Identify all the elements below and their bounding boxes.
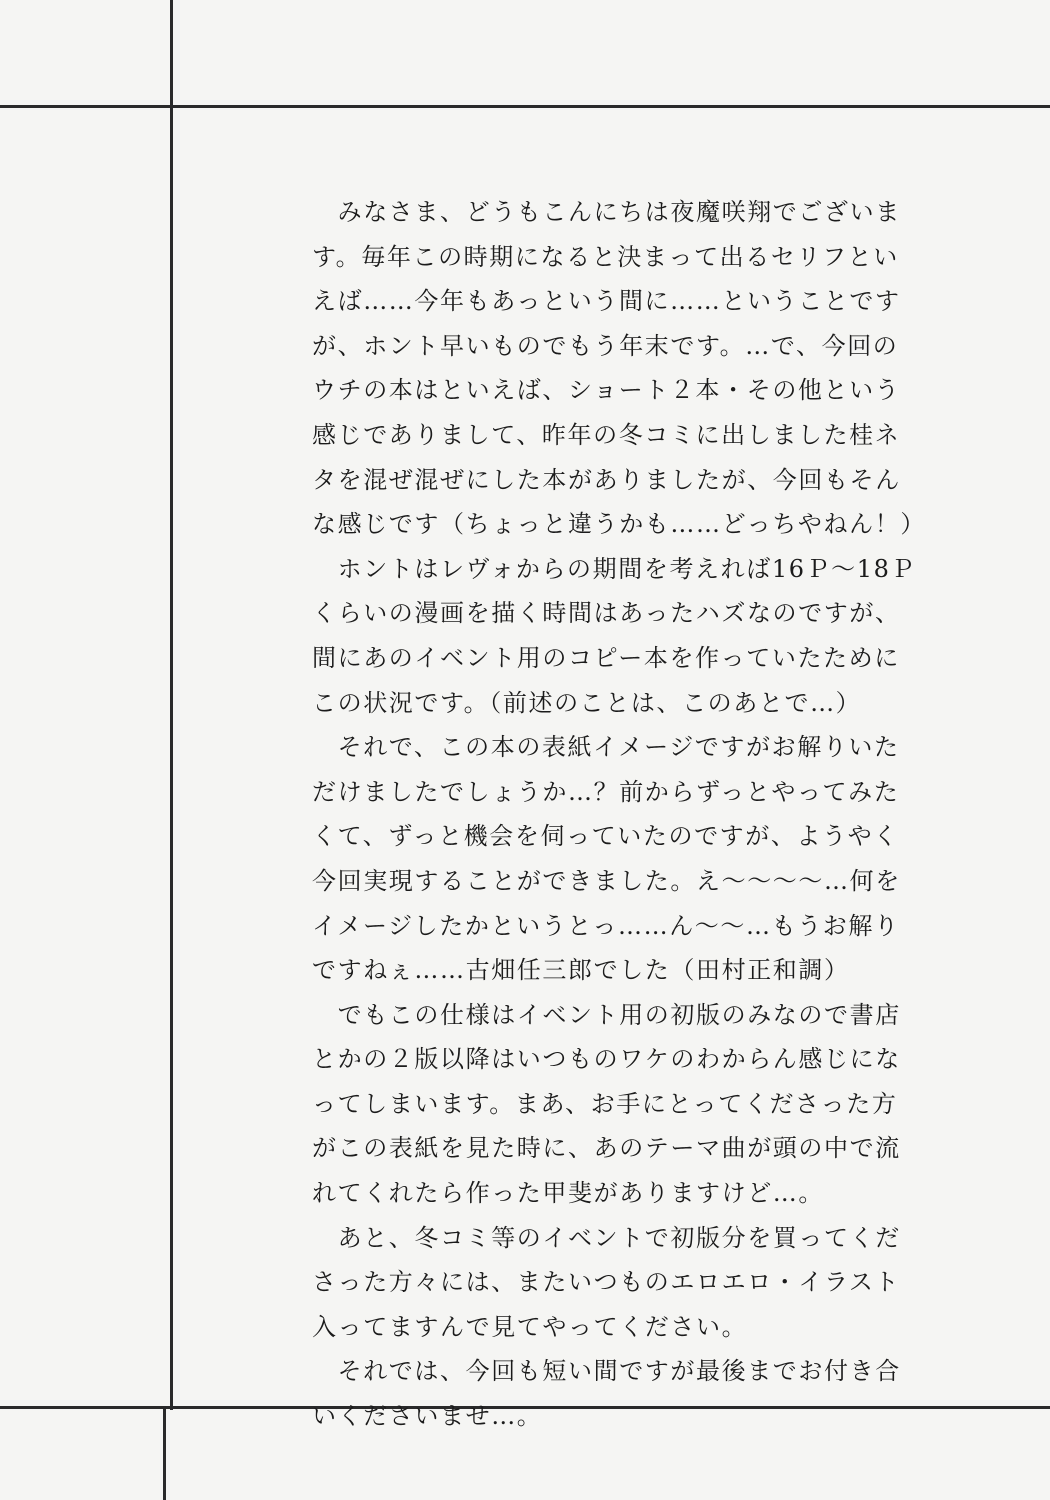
text-line: だけましたでしょうか…？前からずっとやってみた <box>312 777 900 806</box>
text-line: とかの２版以降はいつものワケのわからん感じにな <box>312 1045 901 1074</box>
text-line: がこの表紙を見た時に、あのテーマ曲が頭の中で流 <box>312 1134 901 1163</box>
text-line: みなさま、どうもこんにちは夜魔咲翔でございま <box>312 198 901 226</box>
text-line: 感じでありまして、昨年の冬コミに出しました桂ネ <box>312 420 901 449</box>
text-line: さった方々には、またいつものエロエロ・イラスト <box>312 1268 901 1297</box>
text-line: えば……今年もあっという間に……ということです <box>312 287 901 316</box>
text-line: れてくれたら作った甲斐がありますけど…。 <box>312 1179 824 1208</box>
text-line: ってしまいます。まあ、お手にとってくださった方 <box>312 1089 898 1118</box>
text-line: ウチの本はといえば、ショート２本・その他という <box>312 376 901 405</box>
text-line: くらいの漫画を描く時間はあったハズなのですが、 <box>312 599 901 628</box>
text-line: ホントはレヴォからの期間を考えれば16Ｐ～18Ｐ <box>312 554 917 583</box>
text-line: タを混ぜ混ぜにした本がありましたが、今回もそん <box>312 465 901 494</box>
text-line: す。毎年この時期になると決まって出るセリフとい <box>312 242 899 271</box>
text-line: くて、ずっと機会を伺っていたのですが、ようやく <box>312 822 899 851</box>
text-line: 入ってますんで見てやってください。 <box>312 1312 748 1341</box>
panel-border-vertical-bottom <box>163 1406 166 1500</box>
afterword-text <box>312 190 926 1439</box>
text-line: この状況です。（前述のことは、このあとで…） <box>312 688 862 717</box>
text-line: でもこの仕様はイベント用の初版のみなので書店 <box>312 1000 901 1029</box>
text-line: ですねぇ……古畑任三郎でした（田村正和調） <box>312 956 850 985</box>
text-line: イメージしたかというとっ……ん～～…もうお解り <box>312 911 900 940</box>
text-line: いくださいませ…。 <box>312 1402 543 1431</box>
text-line: が、ホント早いものでもう年末です。…で、今回の <box>312 331 899 360</box>
panel-border-horizontal-top <box>0 105 1050 108</box>
text-line: それで、この本の表紙イメージですがお解りいた <box>312 733 900 762</box>
panel-border-vertical-top <box>170 0 173 1410</box>
text-line: 今回実現することができました。え～～～～…何を <box>312 866 901 895</box>
text-line: な感じです（ちょっと違うかも……どっちやねん！） <box>312 510 926 539</box>
text-line: あと、冬コミ等のイベントで初版分を買ってくだ <box>312 1223 901 1252</box>
text-line: それでは、今回も短い間ですが最後までお付き合 <box>312 1357 901 1386</box>
text-line: 間にあのイベント用のコピー本を作っていたために <box>312 643 900 672</box>
